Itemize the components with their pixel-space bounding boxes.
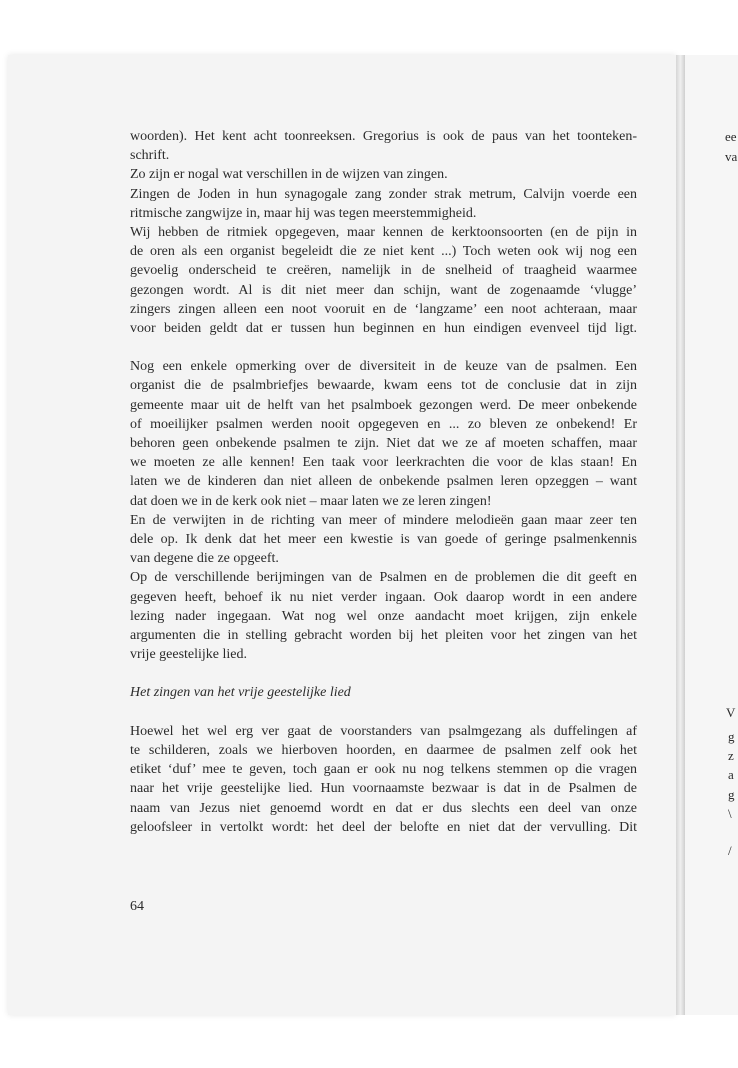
next-page-fragment: g	[728, 729, 735, 744]
next-page-fragment: a	[728, 767, 734, 782]
text-line: dat doen we in de kerk ook niet – maar laten we ze leren zingen!	[130, 493, 492, 509]
next-page-fragment: /	[728, 843, 732, 858]
text-line: woorden). Het kent acht toonreeksen. Gregorius is ook de paus van het toonteken-	[130, 129, 637, 144]
text-line: schrift.	[130, 148, 170, 164]
text-line: dele op. Ik denk dat het meer een kwestie is van goede of geringe psalmenkennis	[130, 531, 637, 547]
text-line: Hoewel het wel erg ver gaat de voorstanders van psalmgezang als duffelingen af	[130, 723, 637, 739]
book-gutter	[676, 55, 685, 1015]
text-line: gezongen wordt. Al is dit niet meer dan schijn, want de zogenaamde ‘vlugge’	[130, 282, 637, 298]
text-line: naar het vrije geestelijke lied. Hun voornaamste bezwaar is dat in de Psalmen de	[130, 781, 637, 797]
text-line: gemeente maar uit de helft van het psalmboek gezongen werd. De meer onbekende	[130, 397, 637, 413]
text-line: zingers zingen alleen een noot vooruit en de ‘langzame’ een noot achteraan, maar	[130, 301, 637, 317]
text-line: behoren geen onbekende psalmen te zijn. Niet dat we ze af moeten schaffen, maar	[130, 436, 637, 451]
paragraph-gap	[130, 664, 637, 683]
text-line: we moeten ze alle kennen! Een taak voor leerkrachten die voor de klas staan! En	[130, 455, 637, 471]
text-line: naam van Jezus niet genoemd wordt en dat er dus slechts een deel van onze	[130, 800, 637, 816]
text-line: laten we de kinderen dan niet alleen de onbekende psalmen leren opzeggen – want	[130, 474, 637, 490]
text-line: ritmische zangwijze in, maar hij was tegen meerstemmigheid.	[130, 205, 477, 221]
next-page-fragment: V	[726, 705, 736, 720]
page-number: 64	[130, 899, 144, 914]
text-line: Zingen de Joden in hun synagogale zang zonder strak metrum, Calvijn voerde een	[130, 186, 637, 202]
text-line: etiket ‘duf’ mee te geven, toch gaan er ook nu nog telkens stemmen op die vragen	[130, 762, 637, 778]
text-line: gegeven heeft, behoef ik nu niet verder ingaan. Ook daarop wordt in een andere	[130, 589, 637, 605]
text-line: te schilderen, zoals we hierboven hoorden, en daarmee de psalmen zelf ook het	[130, 743, 637, 758]
next-page-fragment: ee	[725, 129, 737, 144]
text-line: lezing nader ingegaan. Wat nog wel onze aandacht moet krijgen, zijn enkele	[130, 608, 637, 624]
next-page-fragment: z	[728, 748, 734, 763]
text-line: argumenten die in stelling gebracht worden bij het pleiten voor het zingen van het	[130, 627, 637, 643]
text-line: vrije geestelijke lied.	[130, 647, 248, 663]
text-line: Wij hebben de ritmiek opgegeven, maar kennen de kerktoonsoorten (en de pijn in	[130, 224, 637, 240]
text-line: van degene die ze opgeeft.	[130, 551, 279, 567]
text-line: voor beiden geldt dat er tussen hun beginnen en hun eindigen evenveel tijd ligt.	[130, 320, 637, 336]
paragraph-gap	[130, 338, 637, 357]
text-line: Zo zijn er nogal wat verschillen in de wijzen van zingen.	[130, 167, 448, 183]
body-text	[130, 127, 637, 837]
text-line: Nog een enkele opmerking over de diversiteit in de keuze van de psalmen. Een	[130, 359, 637, 375]
text-line: geloofsleer in vertolkt wordt: het deel der belofte en niet dat der vervulling. Dit	[130, 819, 637, 835]
text-line: of moeilijker psalmen werden nooit opgegeven en ... zo bleven ze onbekend! Er	[130, 416, 637, 432]
text-line: de oren als een organist begeleidt die ze niet kent ...) Toch weten ook wij nog een	[130, 244, 637, 260]
paragraph-gap	[130, 703, 637, 722]
next-page-fragment: \	[728, 806, 732, 821]
text-line: Op de verschillende berijmingen van de Psalmen en de problemen die dit geeft en	[130, 570, 637, 586]
next-page-fragment: va	[725, 149, 738, 164]
section-heading: Het zingen van het vrije geestelijke lied	[130, 685, 351, 701]
text-line: organist die de psalmbriefjes bewaarde, kwam eens tot de conclusie dat in zijn	[130, 378, 637, 394]
next-page-edge	[685, 55, 738, 1015]
text-line: gevoelig onderscheid te creëren, namelijk in de snelheid of traagheid waarmee	[130, 263, 637, 279]
next-page-fragment: g	[728, 787, 735, 802]
text-line: En de verwijten in de richting van meer of mindere melodieën gaan maar zeer ten	[130, 512, 637, 528]
